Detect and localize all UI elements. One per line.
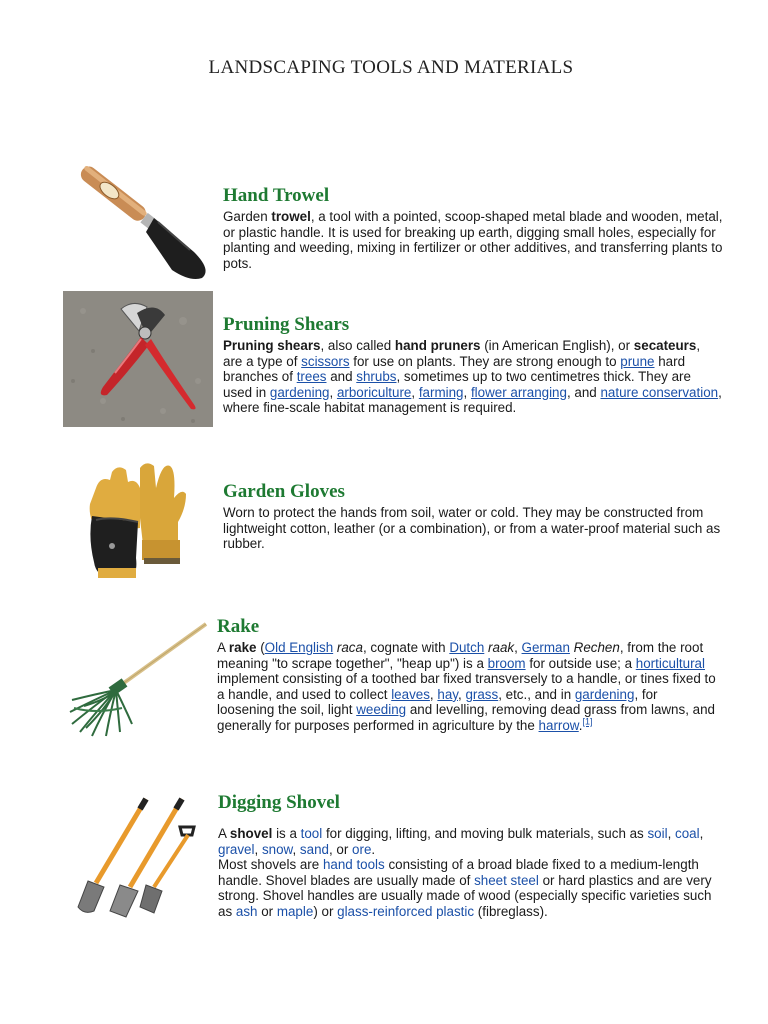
pruning-shears-section (223, 314, 723, 416)
text: , from the root meaning "to scrape together", "heap up") is a (217, 640, 704, 671)
link-soil[interactable]: soil (647, 826, 668, 841)
text: , for loosening the soil, light (217, 686, 658, 718)
text: , (429, 686, 438, 702)
document-title: LANDSCAPING TOOLS AND MATERIALS (208, 57, 574, 78)
bold-term: trowel (271, 209, 311, 224)
text: or (257, 903, 277, 919)
text: (in American English), or (480, 338, 634, 353)
text: for use on plants. They are strong enough to (349, 353, 621, 369)
bold-term: Pruning shears (223, 338, 321, 353)
text: or hard plastics and are very strong. Shovel handles are usually made of wood (especially specific varieties such as (218, 872, 712, 919)
link-scissors[interactable]: scissors (301, 353, 350, 369)
text: , (667, 826, 676, 841)
text: Most shovels are (218, 857, 323, 873)
text: A (217, 640, 229, 655)
bold-term: rake (228, 640, 257, 655)
text: A (218, 826, 230, 841)
text: , and (566, 384, 601, 400)
text: hard branches of (223, 353, 686, 385)
link-coal[interactable]: coal (675, 826, 700, 841)
text: , or (328, 841, 353, 857)
bold-term: hand pruners (394, 338, 481, 353)
garden-gloves-image (82, 458, 192, 582)
text: ( (256, 640, 265, 655)
link-hay[interactable]: hay (437, 686, 458, 702)
link-ore[interactable]: ore (352, 841, 372, 857)
link-harrow[interactable]: harrow (538, 717, 579, 733)
text: , where fine-scale habitat management is required. (223, 384, 722, 416)
link-german[interactable]: German (521, 640, 570, 655)
link-gravel[interactable]: gravel (218, 841, 255, 857)
text: , (411, 384, 419, 400)
link-broom[interactable]: broom (487, 655, 526, 671)
link-arboriculture[interactable]: arboriculture (336, 384, 412, 400)
link-flower-arranging[interactable]: flower arranging (470, 384, 567, 400)
link-maple[interactable]: maple (276, 903, 314, 919)
text: , sometimes up to two centimetres thick. They are used in (223, 369, 691, 400)
link-hand-tools[interactable]: hand tools (322, 857, 385, 873)
link-grass[interactable]: grass (465, 686, 499, 702)
hand-trowel-heading: Hand Trowel (223, 185, 330, 206)
bold-term: secateurs (633, 338, 697, 353)
text: , (514, 640, 522, 655)
garden-gloves-section (223, 481, 723, 552)
garden-gloves-heading: Garden Gloves (223, 481, 345, 502)
link-glass-reinforced-plastic[interactable]: glass-reinforced plastic (337, 903, 475, 919)
text: , (463, 384, 471, 400)
text: , (254, 841, 262, 857)
text: . (578, 717, 583, 733)
rake-image (66, 620, 210, 738)
italic-term: raak (488, 640, 515, 655)
link-nature-conservation[interactable]: nature conservation (600, 384, 719, 400)
link-weeding[interactable]: weeding (356, 702, 407, 718)
text: for digging, lifting, and moving bulk materials, such as (322, 826, 648, 841)
digging-shovel-image (70, 795, 198, 919)
text: , (699, 826, 704, 841)
digging-shovel-section (218, 792, 718, 920)
pruning-shears-image (63, 291, 213, 427)
text: and levelling, removing dead grass from lawns, and generally for purposes performed in agriculture by the (217, 702, 715, 733)
digging-shovel-heading: Digging Shovel (218, 792, 340, 813)
link-ash[interactable]: ash (235, 903, 258, 919)
italic-term: Rechen (573, 640, 620, 655)
link-horticultural[interactable]: horticultural (635, 655, 705, 671)
text: (fibreglass). (474, 903, 548, 919)
hand-trowel-description (223, 209, 723, 271)
link-farming[interactable]: farming (418, 384, 464, 400)
link-prune[interactable]: prune (620, 353, 655, 369)
text: for outside use; a (525, 655, 636, 671)
text: , also called (320, 338, 395, 353)
link-snow[interactable]: snow (261, 841, 293, 857)
link-trees[interactable]: trees (296, 369, 327, 385)
hand-trowel-image (62, 160, 214, 282)
text: , (329, 384, 337, 400)
link-sand[interactable]: sand (299, 841, 329, 857)
text: is a (272, 826, 301, 841)
rake-description (217, 640, 717, 734)
text: ) or (313, 903, 338, 919)
rake-section (217, 616, 717, 734)
pruning-shears-heading: Pruning Shears (223, 314, 350, 335)
link-dutch[interactable]: Dutch (449, 640, 485, 655)
link-old-english[interactable]: Old English (264, 640, 334, 655)
link-gardening[interactable]: gardening (269, 384, 330, 400)
text: , (457, 686, 466, 702)
text: consisting of a broad blade fixed to a medium-length handle. Shovel blades are usually made of (218, 857, 699, 888)
bold-term: shovel (229, 826, 273, 841)
hand-trowel-section (223, 185, 723, 271)
link-shrubs[interactable]: shrubs (356, 369, 397, 385)
pruning-shears-description (223, 338, 723, 416)
text: , cognate with (362, 640, 450, 655)
text: , are a type of (223, 338, 701, 369)
text: . (371, 841, 376, 857)
italic-term: raca (336, 640, 363, 655)
digging-shovel-description (218, 826, 718, 920)
garden-gloves-description: Worn to protect the hands from soil, water or cold. They may be constructed from lightweight cotton, leather (or a combination), or from a water-proof material such as rubber. (223, 505, 721, 552)
text: implement consisting of a toothed bar fixed transversely to a handle, or tines fixed to a handle, and used to collect (217, 671, 716, 702)
text: Garden (223, 209, 272, 224)
text: , a tool with a pointed, scoop-shaped metal blade and wooden, metal, or plastic handle. It is used for breaking up earth, digging small holes, especially for planting and weeding, mixing in fertilizer or other additives, and transferring plants to pots. (223, 209, 723, 271)
link-tool[interactable]: tool (300, 826, 323, 841)
link-sheet-steel[interactable]: sheet steel (474, 872, 539, 888)
text: , etc., and in (498, 686, 575, 702)
footnote-link[interactable]: [1] (582, 716, 593, 727)
rake-heading: Rake (217, 616, 260, 637)
link-gardening[interactable]: gardening (574, 686, 635, 702)
text: and (326, 369, 357, 385)
text: , (292, 841, 300, 857)
link-leaves[interactable]: leaves (391, 686, 430, 702)
